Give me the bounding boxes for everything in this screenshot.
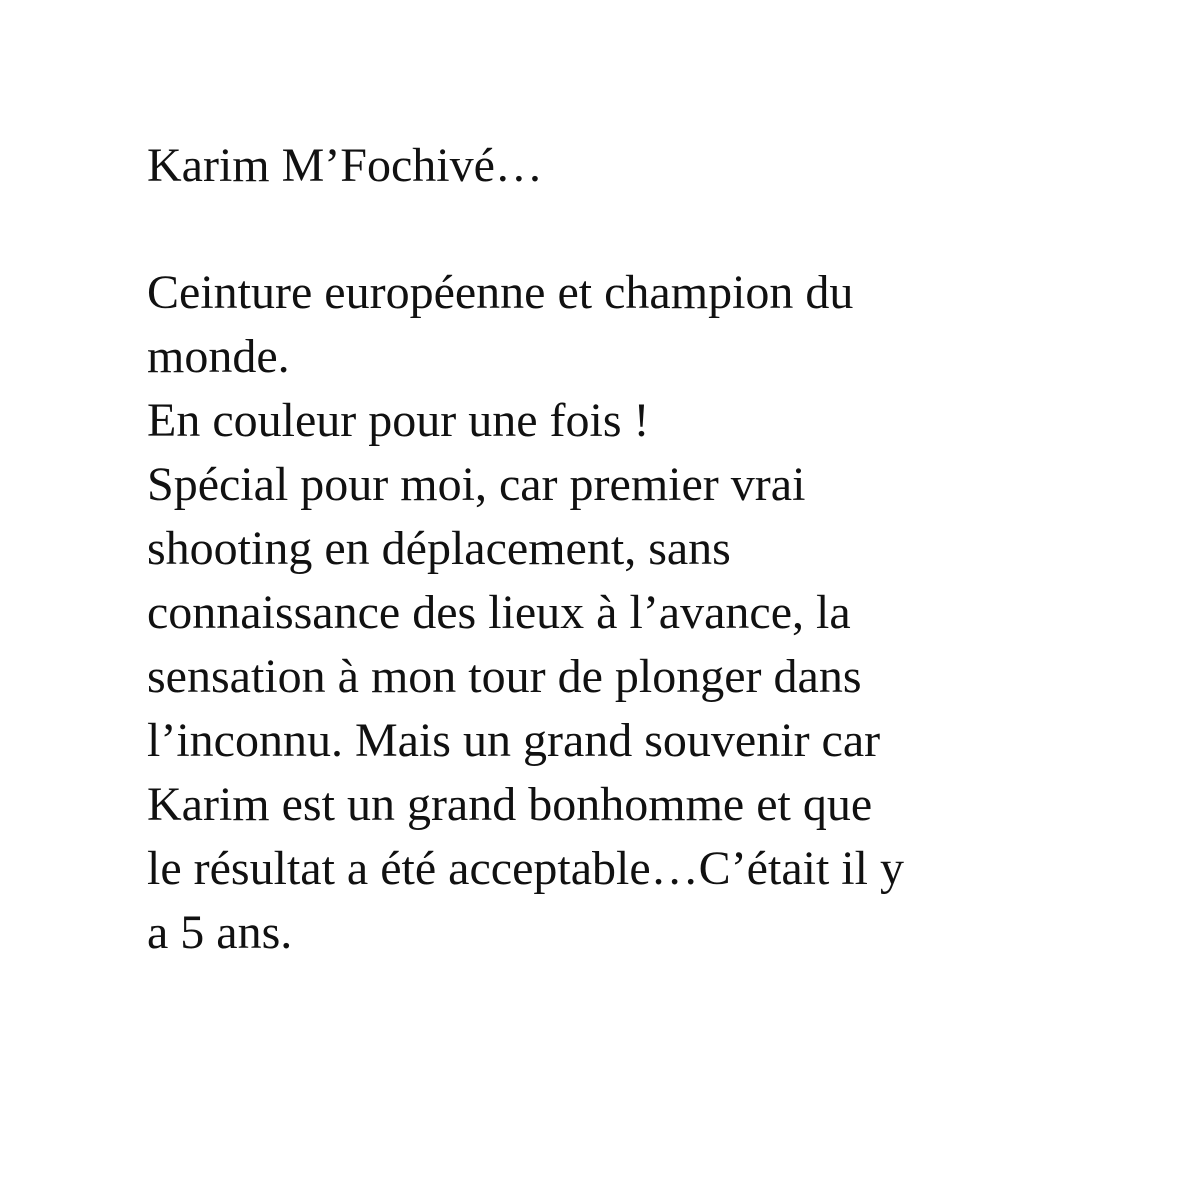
body-line: connaissance des lieux à l’avance, la [147, 586, 851, 639]
body-line: Ceinture européenne et champion du [147, 266, 854, 319]
paragraph-spacer [147, 198, 1047, 261]
body-line: l’inconnu. Mais un grand souvenir car [147, 714, 881, 767]
body-line: shooting en déplacement, sans [147, 522, 731, 575]
body-line: Karim est un grand bonhomme et que [147, 778, 873, 831]
body-line: le résultat a été acceptable…C’était il y [147, 842, 904, 895]
body-line: En couleur pour une fois ! [147, 394, 650, 447]
body-line: Spécial pour moi, car premier vrai [147, 458, 806, 511]
body-line: monde. [147, 330, 290, 383]
body-line: a 5 ans. [147, 906, 293, 959]
body-line: sensation à mon tour de plonger dans [147, 650, 862, 703]
title-line: Karim M’Fochivé… [147, 139, 543, 192]
caption-text [147, 134, 1047, 965]
